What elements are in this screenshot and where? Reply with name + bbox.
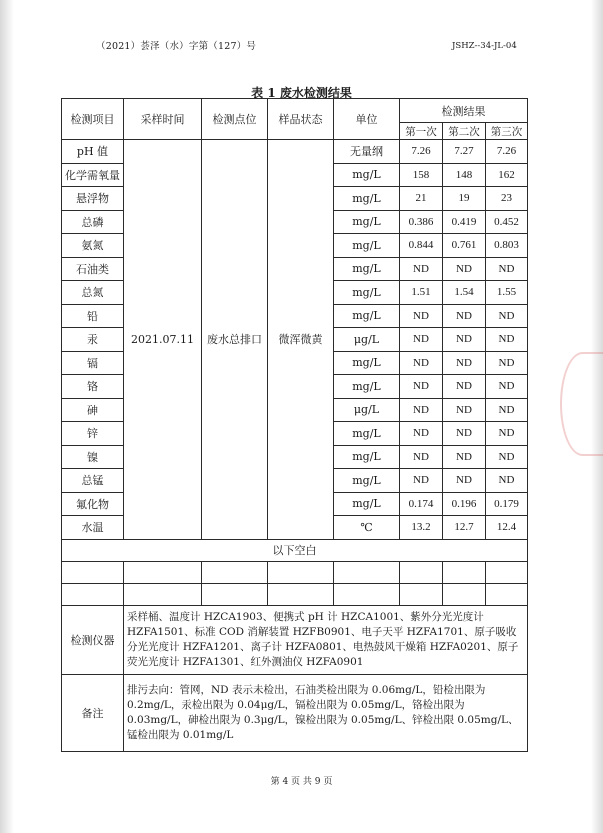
result-cell-1: 0.386	[400, 210, 443, 234]
result-cell-2: 0.419	[443, 210, 486, 234]
instruments-label: 检测仪器	[62, 605, 124, 674]
wastewater-results-table	[61, 98, 528, 752]
header-point: 检测点位	[202, 99, 268, 140]
remarks-row	[62, 674, 528, 751]
item-cell: 氟化物	[62, 492, 124, 516]
unit-cell: mg/L	[334, 304, 400, 328]
result-cell-2: ND	[443, 304, 486, 328]
empty-cell	[334, 561, 400, 583]
result-cell-2: ND	[443, 328, 486, 352]
item-cell: 总氮	[62, 281, 124, 305]
item-cell: 氨氮	[62, 234, 124, 258]
unit-cell: μg/L	[334, 398, 400, 422]
empty-cell	[268, 561, 334, 583]
result-cell-2: ND	[443, 469, 486, 493]
result-cell-1: 7.26	[400, 140, 443, 164]
empty-cell	[400, 561, 443, 583]
result-cell-3: 162	[486, 163, 528, 187]
instruments-row	[62, 605, 528, 674]
empty-cell	[268, 583, 334, 605]
unit-cell: mg/L	[334, 210, 400, 234]
header-run3: 第三次	[486, 123, 528, 140]
result-cell-2: 148	[443, 163, 486, 187]
header-state: 样品状态	[268, 99, 334, 140]
empty-cell	[202, 583, 268, 605]
page-edge-shadow-left	[0, 0, 14, 833]
blank-note-row	[62, 539, 528, 561]
remarks-text: 排污去向：管网，ND 表示未检出，石油类检出限为 0.06mg/L，铅检出限为 0.2mg/L，汞检出限为 0.04μg/L，镉检出限为 0.05mg/L，铬检出限为 0.03mg/L，砷检出限为 0.3μg/L，镍检出限为 0.05mg/L、锌检出限 0.05mg/L、锰检出限为 0.01mg/L	[124, 674, 528, 751]
empty-cell	[486, 561, 528, 583]
sample-time-cell: 2021.07.11	[124, 140, 202, 540]
unit-cell: ℃	[334, 516, 400, 540]
item-cell: 铅	[62, 304, 124, 328]
result-cell-3: ND	[486, 304, 528, 328]
result-cell-1: ND	[400, 398, 443, 422]
result-cell-3: ND	[486, 422, 528, 446]
result-cell-1: 0.174	[400, 492, 443, 516]
item-cell: 镍	[62, 445, 124, 469]
header-run1: 第一次	[400, 123, 443, 140]
result-cell-1: ND	[400, 445, 443, 469]
result-cell-3: 0.803	[486, 234, 528, 258]
result-cell-2: 7.27	[443, 140, 486, 164]
document-number: （2021）荟泽（水）字第（127）号	[96, 41, 257, 52]
result-cell-2: ND	[443, 375, 486, 399]
result-cell-3: ND	[486, 351, 528, 375]
result-cell-2: ND	[443, 422, 486, 446]
result-cell-1: 13.2	[400, 516, 443, 540]
unit-cell: μg/L	[334, 328, 400, 352]
empty-cell	[62, 583, 124, 605]
form-code: JSHZ--34-JL-04	[452, 41, 517, 51]
header-unit: 单位	[334, 99, 400, 140]
result-cell-3: 23	[486, 187, 528, 211]
sample-state-cell: 微浑微黄	[268, 140, 334, 540]
result-cell-3: 1.55	[486, 281, 528, 305]
result-cell-1: ND	[400, 422, 443, 446]
unit-cell: mg/L	[334, 492, 400, 516]
unit-cell: mg/L	[334, 422, 400, 446]
result-cell-2: 0.196	[443, 492, 486, 516]
result-cell-3: 0.179	[486, 492, 528, 516]
result-cell-3: ND	[486, 445, 528, 469]
result-cell-3: 7.26	[486, 140, 528, 164]
unit-cell: mg/L	[334, 375, 400, 399]
empty-cell	[202, 561, 268, 583]
item-cell: 镉	[62, 351, 124, 375]
result-cell-3: ND	[486, 469, 528, 493]
result-cell-2: ND	[443, 445, 486, 469]
result-cell-3: ND	[486, 375, 528, 399]
result-cell-1: ND	[400, 469, 443, 493]
unit-cell: mg/L	[334, 257, 400, 281]
red-seal-stamp-fragment	[560, 352, 603, 456]
empty-cell	[124, 561, 202, 583]
item-cell: 悬浮物	[62, 187, 124, 211]
result-cell-1: 1.51	[400, 281, 443, 305]
result-cell-2: ND	[443, 351, 486, 375]
unit-cell: 无量纲	[334, 140, 400, 164]
header-time: 采样时间	[124, 99, 202, 140]
item-cell: 化学需氧量	[62, 163, 124, 187]
empty-cell	[124, 583, 202, 605]
result-cell-1: ND	[400, 351, 443, 375]
result-cell-2: ND	[443, 398, 486, 422]
empty-cell	[334, 583, 400, 605]
unit-cell: mg/L	[334, 163, 400, 187]
result-cell-1: ND	[400, 304, 443, 328]
result-cell-1: ND	[400, 375, 443, 399]
unit-cell: mg/L	[334, 469, 400, 493]
result-cell-2: 12.7	[443, 516, 486, 540]
empty-cell	[400, 583, 443, 605]
result-cell-1: 21	[400, 187, 443, 211]
result-cell-3: ND	[486, 257, 528, 281]
result-cell-1: ND	[400, 257, 443, 281]
sample-point-cell: 废水总排口	[202, 140, 268, 540]
result-cell-3: ND	[486, 328, 528, 352]
page-footer: 第 4 页 共 9 页	[270, 777, 333, 787]
result-cell-2: ND	[443, 257, 486, 281]
item-cell: 石油类	[62, 257, 124, 281]
result-cell-2: 19	[443, 187, 486, 211]
blank-note: 以下空白	[62, 539, 528, 561]
item-cell: 总磷	[62, 210, 124, 234]
result-cell-2: 0.761	[443, 234, 486, 258]
result-cell-3: ND	[486, 398, 528, 422]
result-cell-2: 1.54	[443, 281, 486, 305]
result-cell-1: 0.844	[400, 234, 443, 258]
empty-row	[62, 561, 528, 583]
instruments-text: 采样桶、温度计 HZCA1903、便携式 pH 计 HZCA1001、紫外分光光度计 HZFA1501、标准 COD 消解装置 HZFB0901、电子天平 HZFA1701、原子吸收分光光度计 HZFA1201、离子计 HZFA0801、电热鼓风干燥箱 HZFA0201、原子荧光光度计 HZFA1301、红外测油仪 HZFA0901	[124, 605, 528, 674]
header-results: 检测结果	[400, 99, 528, 123]
header-run2: 第二次	[443, 123, 486, 140]
result-cell-3: 0.452	[486, 210, 528, 234]
unit-cell: mg/L	[334, 234, 400, 258]
item-cell: 总锰	[62, 469, 124, 493]
item-cell: 砷	[62, 398, 124, 422]
empty-cell	[486, 583, 528, 605]
item-cell: 汞	[62, 328, 124, 352]
result-cell-1: ND	[400, 328, 443, 352]
remarks-label: 备注	[62, 674, 124, 751]
table-row	[62, 140, 528, 164]
item-cell: 铬	[62, 375, 124, 399]
result-cell-3: 12.4	[486, 516, 528, 540]
empty-cell	[443, 583, 486, 605]
unit-cell: mg/L	[334, 281, 400, 305]
result-cell-1: 158	[400, 163, 443, 187]
unit-cell: mg/L	[334, 351, 400, 375]
unit-cell: mg/L	[334, 445, 400, 469]
empty-cell	[62, 561, 124, 583]
empty-row	[62, 583, 528, 605]
empty-cell	[443, 561, 486, 583]
item-cell: 水温	[62, 516, 124, 540]
unit-cell: mg/L	[334, 187, 400, 211]
table-title: 表 1 废水检测结果	[251, 86, 352, 100]
header-item: 检测项目	[62, 99, 124, 140]
item-cell: 锌	[62, 422, 124, 446]
item-cell: pH 值	[62, 140, 124, 164]
